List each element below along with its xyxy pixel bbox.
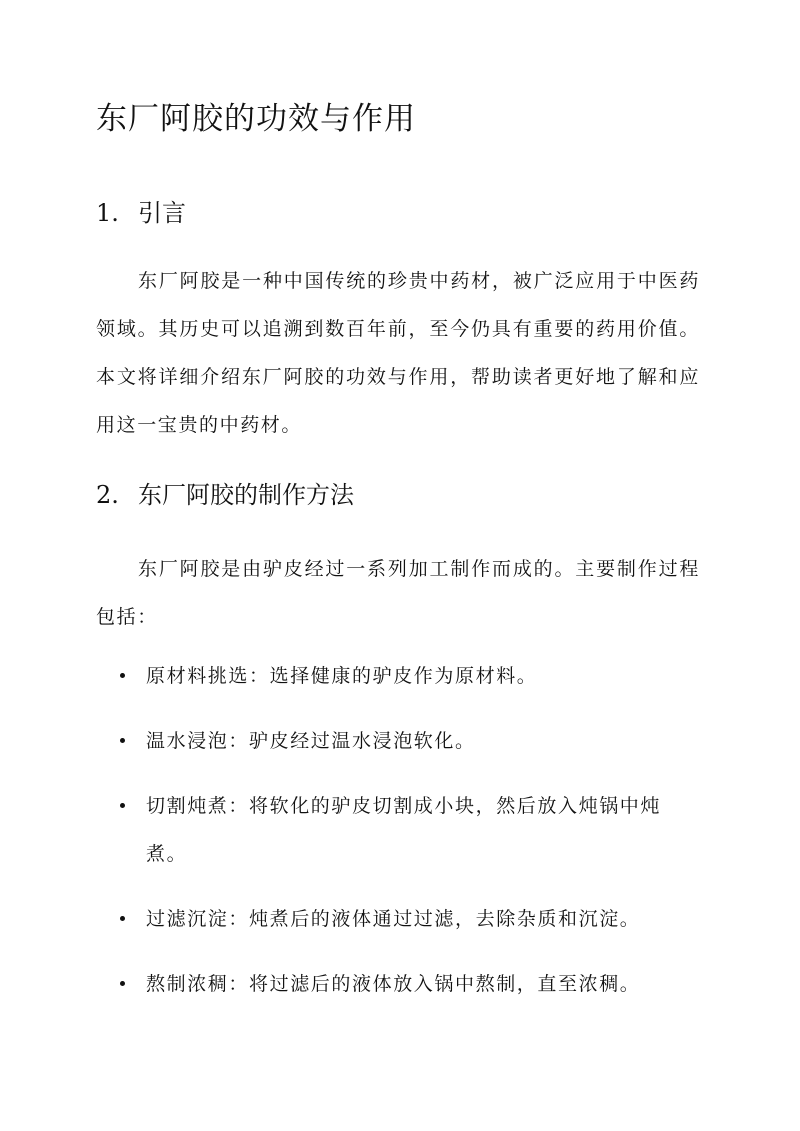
production-method-paragraph: 东厂阿胶是由驴皮经过一系列加工制作而成的。主要制作过程包括： <box>96 558 700 628</box>
document-page <box>96 0 706 1131</box>
bullet-icon <box>120 981 125 986</box>
list-item-text: 过滤沉淀：炖煮后的液体通过过滤，去除杂质和沉淀。 <box>146 908 641 930</box>
list-item-text: 温水浸泡：驴皮经过温水浸泡软化。 <box>146 730 476 752</box>
bullet-icon <box>120 916 125 921</box>
list-item-text: 原材料挑选：选择健康的驴皮作为原材料。 <box>146 665 538 687</box>
section-heading-text: 东厂阿胶的制作方法 <box>138 481 354 509</box>
list-item <box>96 717 700 765</box>
production-steps-list <box>96 652 700 1025</box>
list-item <box>96 782 700 878</box>
list-item-text: 切割炖煮：将软化的驴皮切割成小块，然后放入炖锅中炖煮。 <box>146 795 662 865</box>
bullet-icon <box>120 738 125 743</box>
introduction-paragraph: 东厂阿胶是一种中国传统的珍贵中药材，被广泛应用于中医药领域。其历史可以追溯到数百年前，至今仍具有重要的药用价值。本文将详细介绍东厂阿胶的功效与作用，帮助读者更好地了解和应用这一宝贵的中药材。 <box>96 270 700 436</box>
document-title: 东厂阿胶的功效与作用 <box>96 101 416 137</box>
section-number: 2. <box>96 481 119 509</box>
section-heading-text: 引言 <box>138 199 186 227</box>
bullet-icon <box>120 673 125 678</box>
section-heading-introduction <box>96 196 186 230</box>
list-item <box>96 652 700 700</box>
list-item <box>96 895 700 943</box>
list-item <box>96 960 700 1008</box>
section-heading-production-method <box>96 478 354 512</box>
section-number: 1. <box>96 199 119 227</box>
list-item-text: 熬制浓稠：将过滤后的液体放入锅中熬制，直至浓稠。 <box>146 973 641 995</box>
bullet-icon <box>120 803 125 808</box>
